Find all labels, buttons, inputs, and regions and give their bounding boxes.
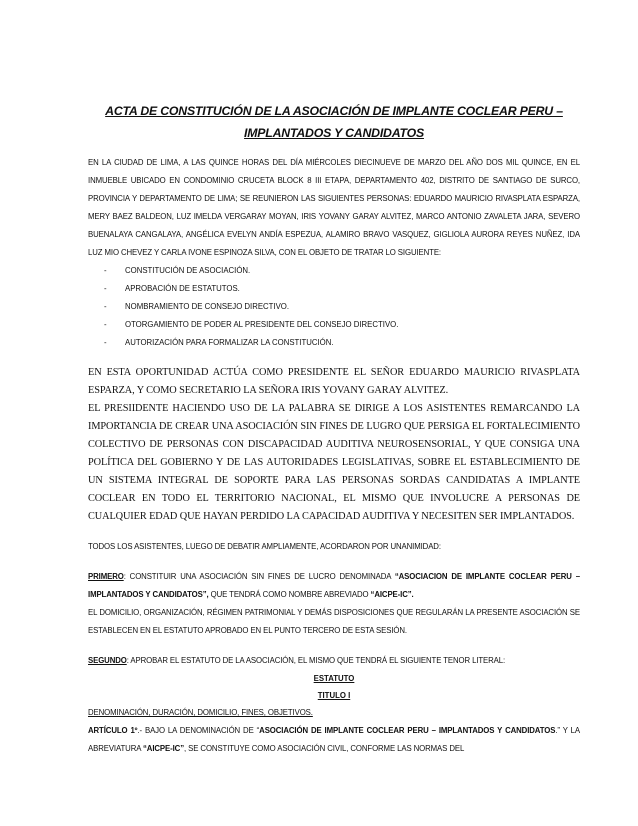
- agenda-item-label: APROBACIÓN DE ESTATUTOS.: [125, 284, 240, 293]
- articulo-label: ARTÍCULO 1º: [88, 726, 138, 735]
- list-dash: -: [104, 266, 107, 275]
- segundo-paragraph: [88, 652, 580, 670]
- intro-paragraph: EN LA CIUDAD DE LIMA, A LAS QUINCE HORAS DEL DÍA MIÉRCOLES DIECINUEVE DE MARZO DEL AÑO DOS MIL QUINCE, EN EL INMUEBLE UBICADO EN CONDOMINIO CRUCETA BLOCK 8 III ETAPA, DEPARTAMENTO 402, DISTRITO DE SANTIAGO DE SURCO, PROVINCIA Y DEPARTAMENTO DE LIMA; SE REUNIERON LAS SIGUIENTES PERSONAS: EDUARDO MAURICIO RIVASPLATA ESPARZA, MERY BAEZ BALDEON, LUZ IMELDA VERGARAY MOYAN, IRIS YOVANY GARAY ALVITEZ, MARCO ANTONIO ZAVALETA JARA, SEVERO BUENALAYA CANGALAYA, ANGÉLICA EVELYN ANDÍA ESPEZUA, ALAMIRO BRAVO VASQUEZ, GIGLIOLA AURORA REYES NUÑEZ, IDA LUZ MIO CHEVEZ Y CARLA IVONE ESPINOZA SILVA, CON EL OBJETO DE TRATAR LO SIGUIENTE:: [88, 158, 580, 257]
- president-speech-paragraph: EL PRESIIDENTE HACIENDO USO DE LA PALABRA SE DIRIGE A LOS ASISTENTES REMARCANDO LA IMPORTANCIA DE CREAR UNA ASOCIACIÓN SIN FINES DE LUGRO QUE PERSIGA EL FORTALECIMIENTO COLECTIVO DE PERSONAS CON DISCAPACIDAD AUDITIVA NEUROSENSORIAL, Y QUE CONSIGA UNA POLÍTICA DEL GOBIERNO Y DE LAS AUTORIDADES LEGISLATIVAS, SOBRE EL ESTABLECIMIENTO DE UN SISTEMA INTEGRAL DE SOPORTE PARA LAS PERSONAS SORDAS CANDIDATAS A IMPLANTE COCLEAR EN TODO EL TERRITORIO NACIONAL, EL MISMO QUE INVOLUCRE A PERSONAS DE CUALQUIER EDAD QUE HAYAN PERDIDO LA CAPACIDAD AUDITIVA Y NECESITEN SER IMPLANTADOS.: [88, 403, 580, 522]
- list-item: [88, 316, 580, 334]
- denominacion-heading: DENOMINACIÓN, DURACIÓN, DOMICILIO, FINES, OBJETIVOS.: [88, 708, 313, 717]
- articulo-text-a: .- BAJO LA DENOMINACIÓN DE “: [137, 726, 260, 735]
- association-abbreviation: “AICPE-IC”.: [370, 590, 414, 599]
- segundo-label: SEGUNDO: [88, 656, 127, 665]
- articulo-text-c: , SE CONSTITUYE COMO ASOCIACIÓN CIVIL, CONFORME LAS NORMAS DEL: [184, 744, 465, 753]
- agreement-paragraph: TODOS LOS ASISTENTES, LUEGO DE DEBATIR AMPLIAMENTE, ACORDARON POR UNANIMIDAD:: [88, 542, 441, 551]
- list-item: [88, 334, 580, 352]
- association-name: “ASOCIACION DE IMPLANTE COCLEAR PERU – IMPLANTADOS Y CANDIDATOS”,: [88, 572, 580, 599]
- titulo-heading: TITULO I: [317, 691, 351, 700]
- primero-label: PRIMERO: [88, 572, 124, 581]
- articulo-abbreviation: “AICPE-IC”: [142, 744, 185, 753]
- presidency-paragraph: EN ESTA OPORTUNIDAD ACTÚA COMO PRESIDENTE EL SEÑOR EDUARDO MAURICIO RIVASPLATA ESPARZA, Y COMO SECRETARIO LA SEÑORA IRIS YOVANY GARAY ALVITEZ.: [88, 367, 580, 396]
- agenda-item-label: NOMBRAMIENTO DE CONSEJO DIRECTIVO.: [125, 302, 290, 311]
- articulo-text-b: .” Y LA ABREVIATURA: [88, 726, 581, 753]
- articulo-1-paragraph: [88, 722, 580, 758]
- list-item: [88, 298, 580, 316]
- list-item: [88, 280, 580, 298]
- list-dash: -: [104, 302, 107, 311]
- primero-text-a: : CONSTITUIR UNA ASOCIACIÓN SIN FINES DE LUCRO DENOMINADA: [123, 572, 395, 581]
- document-title: [88, 100, 580, 144]
- articulo-association-name: ASOCIACIÓN DE IMPLANTE COCLEAR PERU – IMPLANTADOS Y CANDIDATOS: [259, 726, 556, 735]
- list-dash: -: [104, 320, 107, 329]
- primero-continuation: EL DOMICILIO, ORGANIZACIÓN, RÉGIMEN PATRIMONIAL Y DEMÁS DISPOSICIONES QUE REGULARÁN LA PRESENTE ASOCIACIÓN SE ESTABLECEN EN EL ESTATUTO APROBADO EN EL PUNTO TERCERO DE ESTA SESIÓN.: [88, 608, 580, 635]
- agenda-item-label: CONSTITUCIÓN DE ASOCIACIÓN.: [125, 266, 251, 275]
- list-dash: -: [104, 338, 107, 347]
- list-item: [88, 262, 580, 280]
- primero-paragraph: [88, 568, 580, 604]
- list-dash: -: [104, 284, 107, 293]
- agenda-item-label: AUTORIZACIÓN PARA FORMALIZAR LA CONSTITUCIÓN.: [125, 338, 334, 347]
- agenda-list: [88, 262, 580, 352]
- agenda-item-label: OTORGAMIENTO DE PODER AL PRESIDENTE DEL CONSEJO DIRECTIVO.: [125, 320, 399, 329]
- title-line-2: IMPLANTADOS Y CANDIDATOS: [244, 126, 424, 140]
- segundo-text: : APROBAR EL ESTATUTO DE LA ASOCIACIÓN, EL MISMO QUE TENDRÁ EL SIGUIENTE TENOR LITERAL:: [126, 656, 506, 665]
- estatuto-heading: ESTATUTO: [313, 674, 355, 683]
- primero-text-b: QUE TENDRÁ COMO NOMBRE ABREVIADO: [208, 590, 371, 599]
- title-line-1: ACTA DE CONSTITUCIÓN DE LA ASOCIACIÓN DE IMPLANTE COCLEAR PERU –: [105, 104, 563, 118]
